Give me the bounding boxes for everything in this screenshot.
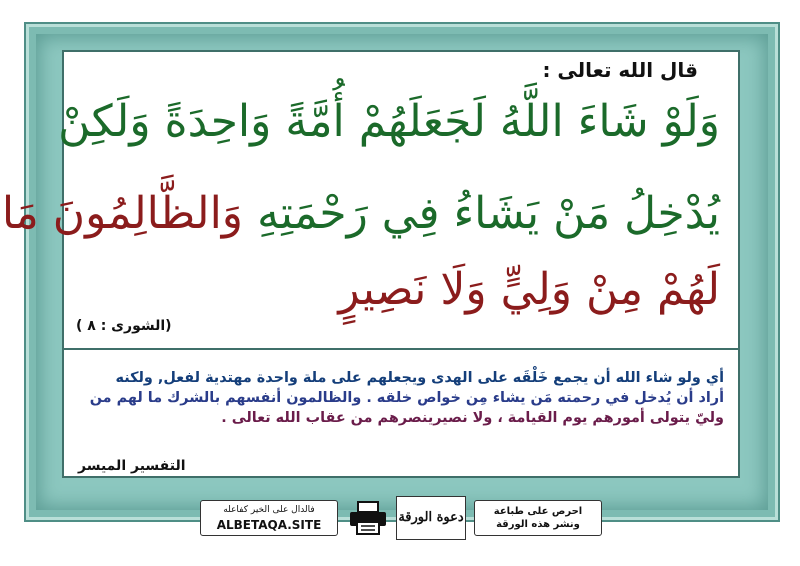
- tafsir-line-1: أي ولو شاء الله أن يجمع خَلْقَه على الهدى ويجعلهم على ملة واحدة مهتدية لفعل, ولكنه: [115, 370, 724, 386]
- site-url[interactable]: ALBETAQA.SITE: [216, 518, 322, 532]
- verse-line-2: [1, 188, 720, 239]
- tafsir-source: التفسير الميسر: [78, 458, 186, 474]
- tafsir-text: [78, 368, 724, 428]
- tafsir-line-3: وليّ يتولى أمورهم يوم القيامة ، ولا نصيرينصرهم من عقاب الله تعالى .: [221, 410, 724, 426]
- tafsir-line-2: أراد أن يُدخل في رحمته مَن يشاء مِن خواص خلقه . والظالمون أنفسهم بالشرك ما لهم من: [89, 390, 724, 406]
- site-badge[interactable]: [200, 500, 338, 536]
- print-note-line-1: احرص على طباعة: [493, 506, 583, 517]
- verse-intro: قال الله تعالى :: [542, 58, 698, 82]
- print-note: [474, 500, 602, 536]
- divider: [64, 348, 738, 350]
- content-panel: [1, 50, 740, 478]
- printer-icon: [348, 500, 388, 536]
- verse-line-2-part-2: وَالظَّالِمُونَ مَا: [1, 188, 244, 239]
- verse-line-1: وَلَوْ شَاءَ اللَّهُ لَجَعَلَهُمْ أُمَّةً وَاحِدَةً وَلَكِنْ: [58, 96, 720, 147]
- print-note-line-2: ونشر هذه الورقة: [496, 519, 580, 530]
- verse-line-3: لَهُمْ مِنْ وَلِيٍّ وَلَا نَصِيرٍ: [338, 264, 720, 315]
- dawa-logo: دعوة الورقة: [396, 496, 466, 540]
- verse-line-2-part-1: يُدْخِلُ مَنْ يَشَاءُ فِي رَحْمَتِهِ: [257, 188, 720, 239]
- footer: [200, 496, 600, 540]
- site-slogan: فالدال على الخير كفاعله: [223, 505, 315, 515]
- verse-reference: (الشورى : ٨ ): [76, 318, 172, 334]
